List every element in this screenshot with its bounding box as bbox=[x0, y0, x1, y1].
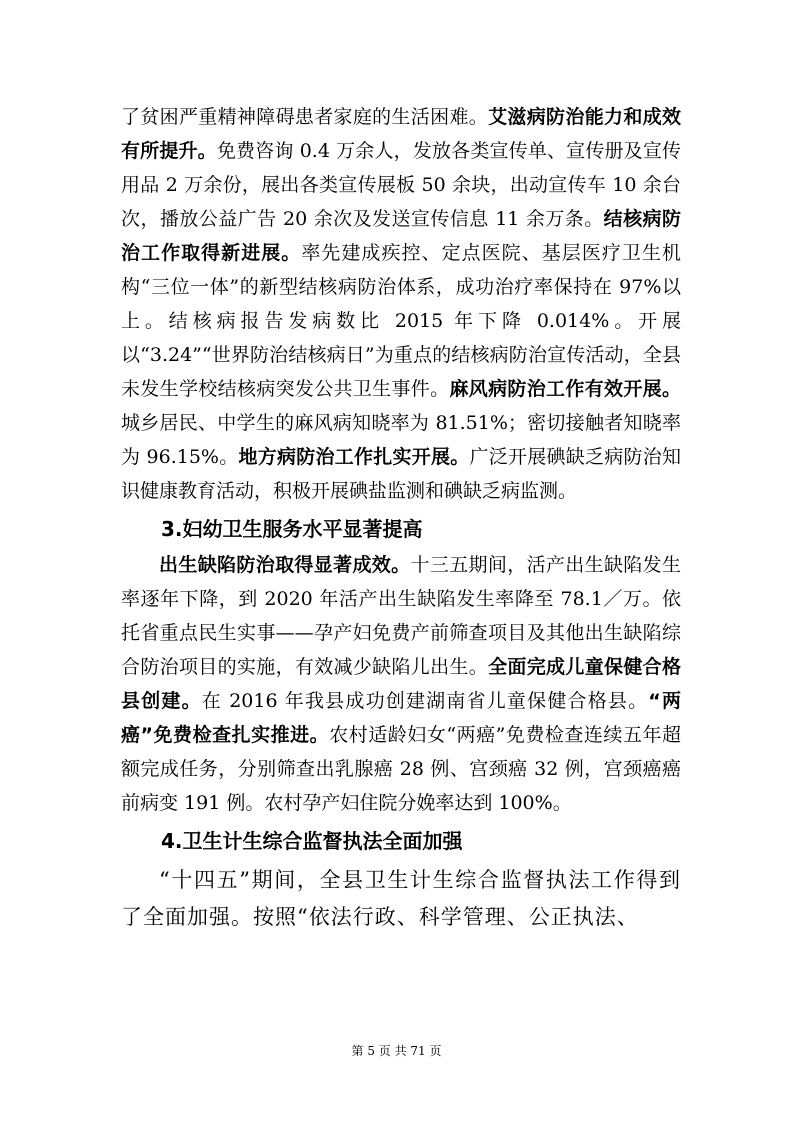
bold-lead-phrase: 地方病防治工作扎实开展。 bbox=[238, 446, 470, 468]
bold-lead-phrase: 全面完成儿童保健合格县创建。 bbox=[121, 656, 681, 712]
bold-lead-phrase: 艾滋病防治能力和成效有所提升。 bbox=[121, 106, 681, 162]
bold-lead-phrase: 出生缺陷防治取得显著成效。 bbox=[159, 554, 411, 576]
body-text-run: 在 2016 年我县成功创建湖南省儿童保健合格县。 bbox=[201, 690, 649, 712]
page-content bbox=[121, 100, 681, 936]
section-heading-supervision: 4.卫生计生综合监督执法全面加强 bbox=[161, 829, 463, 853]
body-text-run: 广泛开展碘缺乏病防治知识健康教育活动，积极开展碘盐监测和碘缺乏病监测。 bbox=[121, 446, 681, 502]
body-text-run: 农村适龄妇女“两癌”免费检查连续五年超额完成任务，分别筛查出乳腺癌 28 例、宫颈癌 32 例，宫颈癌癌前病变 191 例。农村孕产妇住院分娩率达到 100%。 bbox=[121, 724, 681, 814]
body-text-run: 城乡居民、中学生的麻风病知晓率为 81.51%；密切接触者知晓率为 96.15%。 bbox=[121, 412, 681, 468]
bold-lead-phrase: 结核病防治工作取得新进展。 bbox=[121, 208, 681, 264]
paragraph-supervision: “十四五”期间，全县卫生计生综合监督执法工作得到了全面加强。按照“依法行政、科学管理、公正执法、 bbox=[121, 868, 681, 929]
section-heading-maternal-child-health: 3.妇幼卫生服务水平显著提高 bbox=[161, 517, 423, 541]
body-text-run: 免费咨询 0.4 万余人，发放各类宣传单、宣传册及宣传用品 2 万余份，展出各类宣传展板 50 余块，出动宣传车 10 余台次，播放公益广告 20 余次及发送宣传信息 11 余万条。 bbox=[121, 140, 681, 230]
body-text-run: 率先建成疾控、定点医院、基层医疗卫生机构“三位一体”的新型结核病防治体系，成功治疗率保持在 97%以上。结核病报告发病数比 2015 年下降 0.014%。开展以“3.24”“世界防治结核病日”为重点的结核病防治宣传活动，全县未发生学校结核病突发公共卫生事件。 bbox=[121, 242, 681, 400]
paragraph-disease-control bbox=[121, 100, 681, 508]
page-footer: 第 5 页 共 71 页 bbox=[351, 1044, 442, 1058]
body-text-run: 十三五期间，活产出生缺陷发生率逐年下降，到 2020 年活产出生缺陷发生率降至 78.1／万。依托省重点民生实事——孕产妇免费产前筛查项目及其他出生缺陷综合防治项目的实施，有效减少缺陷儿出生。 bbox=[121, 554, 681, 678]
bold-lead-phrase: “两癌”免费检查扎实推进。 bbox=[121, 690, 681, 746]
paragraph-maternal-child-health bbox=[121, 548, 681, 820]
bold-lead-phrase: 麻风病防治工作有效开展。 bbox=[449, 378, 681, 400]
body-text-run: 了贫困严重精神障碍患者家庭的生活困难。 bbox=[121, 106, 489, 128]
